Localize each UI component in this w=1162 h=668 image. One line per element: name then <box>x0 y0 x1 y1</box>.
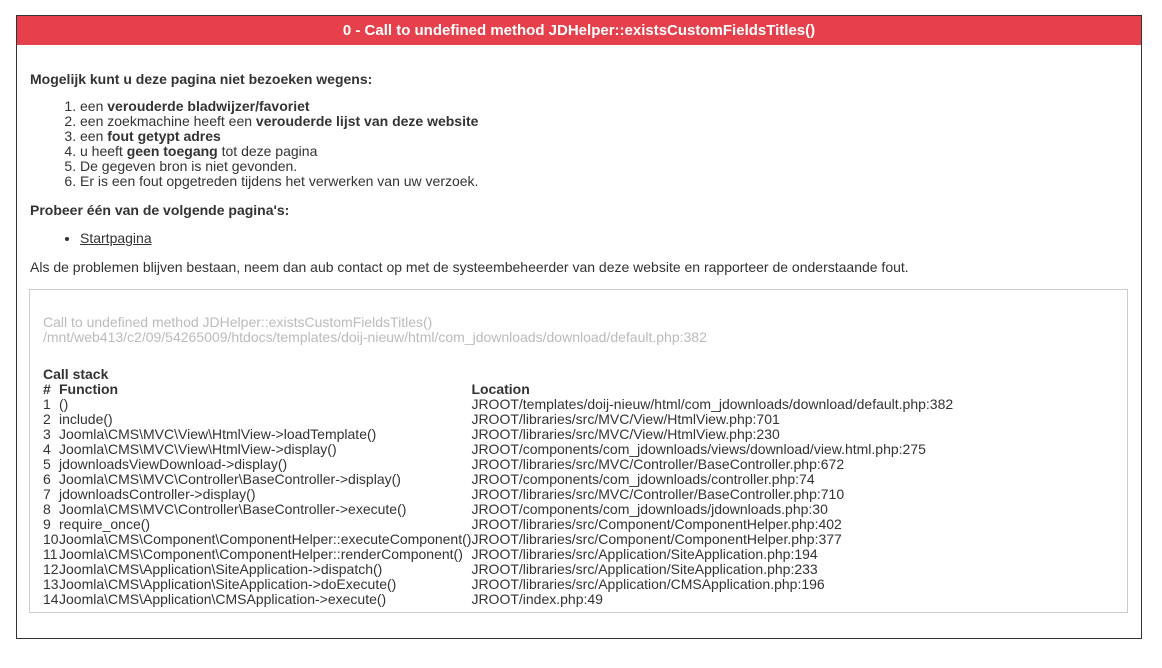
contact-text: Als de problemen blijven bestaan, neem dan aub contact op met de systeembeheerder van deze website en rapporteer de onderstaande fout. <box>30 259 909 275</box>
column-header-location: Location <box>471 381 530 397</box>
stack-frame-number: 5 <box>43 456 51 472</box>
reason-text: tot deze pagina <box>217 143 318 159</box>
table-row <box>43 427 953 442</box>
reason-item <box>80 159 1128 174</box>
reason-text: een zoekmachine heeft een <box>80 113 256 129</box>
stack-frame-function: Joomla\CMS\Component\ComponentHelper::executeComponent() <box>59 531 472 547</box>
stack-frame-location: JROOT/libraries/src/MVC/Controller/BaseController.php:710 <box>471 486 845 502</box>
stack-frame-function: () <box>59 396 69 412</box>
reason-emphasis: verouderde lijst van deze website <box>255 113 479 129</box>
call-stack-table <box>43 382 953 607</box>
reason-text: een <box>80 98 108 114</box>
reason-emphasis: fout getypt adres <box>107 128 221 144</box>
stack-frame-number: 6 <box>43 471 51 487</box>
error-content <box>17 70 1141 276</box>
reasons-list <box>30 99 1128 189</box>
table-row <box>43 442 953 457</box>
reason-text: u heeft <box>80 143 127 159</box>
reason-item <box>80 114 1128 129</box>
try-pages-label: Probeer één van de volgende pagina's: <box>30 202 290 218</box>
stack-frame-number: 13 <box>43 576 59 592</box>
stack-frame-location: JROOT/libraries/src/Application/SiteApplication.php:194 <box>471 546 818 562</box>
reason-text: De gegeven bron is niet gevonden. <box>80 158 298 174</box>
stack-frame-location: JROOT/libraries/src/Component/ComponentHelper.php:402 <box>471 516 842 532</box>
table-row <box>43 397 953 412</box>
table-row <box>43 487 953 502</box>
stack-frame-function: jdownloadsViewDownload->display() <box>59 456 288 472</box>
stack-frame-function: Joomla\CMS\Application\SiteApplication->dispatch() <box>59 561 383 577</box>
stack-frame-number: 7 <box>43 486 51 502</box>
stack-frame-location: JROOT/components/com_jdownloads/views/download/view.html.php:275 <box>471 441 926 457</box>
table-row <box>43 562 953 577</box>
call-stack-header-row <box>43 382 953 397</box>
error-file-path: /mnt/web413/c2/09/54265009/htdocs/templates/doij-nieuw/html/com_jdownloads/download/default.php:382 <box>43 329 707 345</box>
table-row <box>43 412 953 427</box>
stack-frame-location: JROOT/index.php:49 <box>471 591 603 607</box>
stack-frame-number: 11 <box>43 546 58 562</box>
table-row <box>43 457 953 472</box>
stack-frame-function: require_once() <box>59 516 151 532</box>
table-row <box>43 472 953 487</box>
stack-frame-number: 1 <box>43 396 51 412</box>
table-row <box>43 532 953 547</box>
error-box <box>16 15 1142 639</box>
column-header-function: Function <box>59 381 119 397</box>
column-header-number: # <box>43 381 51 397</box>
intro-text: Mogelijk kunt u deze pagina niet bezoeken wegens: <box>30 71 373 87</box>
stack-frame-location: JROOT/libraries/src/MVC/Controller/BaseController.php:672 <box>471 456 845 472</box>
stack-frame-function: Joomla\CMS\Application\CMSApplication->execute() <box>59 591 387 607</box>
stack-frame-number: 10 <box>43 531 59 547</box>
stack-frame-function: Joomla\CMS\Component\ComponentHelper::renderComponent() <box>59 546 463 562</box>
error-trace <box>29 289 1128 613</box>
stack-frame-location: JROOT/templates/doij-nieuw/html/com_jdownloads/download/default.php:382 <box>471 396 954 412</box>
stack-frame-location: JROOT/components/com_jdownloads/controller.php:74 <box>471 471 815 487</box>
table-row <box>43 547 953 562</box>
reason-item <box>80 129 1128 144</box>
error-title: 0 - Call to undefined method JDHelper::existsCustomFieldsTitles() <box>17 16 1141 45</box>
stack-frame-number: 14 <box>43 591 59 607</box>
stack-frame-function: jdownloadsController->display() <box>59 486 256 502</box>
links-list <box>30 230 1128 247</box>
stack-frame-function: Joomla\CMS\Application\SiteApplication->doExecute() <box>59 576 397 592</box>
stack-frame-function: Joomla\CMS\MVC\View\HtmlView->loadTemplate() <box>59 426 377 442</box>
reason-text: Er is een fout opgetreden tijdens het verwerken van uw verzoek. <box>80 173 479 189</box>
table-row <box>43 577 953 592</box>
stack-frame-number: 12 <box>43 561 59 577</box>
call-stack-body <box>43 397 953 607</box>
table-row <box>43 502 953 517</box>
stack-frame-function: Joomla\CMS\MVC\View\HtmlView->display() <box>59 441 337 457</box>
reason-item <box>80 99 1128 114</box>
stack-frame-number: 9 <box>43 516 51 532</box>
call-stack-title: Call stack <box>43 366 109 382</box>
link-item <box>80 230 1128 247</box>
reason-emphasis: verouderde bladwijzer/favoriet <box>107 98 310 114</box>
reason-item <box>80 144 1128 159</box>
table-row <box>43 517 953 532</box>
reason-item <box>80 174 1128 189</box>
stack-frame-location: JROOT/components/com_jdownloads/jdownloads.php:30 <box>471 501 828 517</box>
stack-frame-function: Joomla\CMS\MVC\Controller\BaseController->display() <box>59 471 401 487</box>
stack-frame-function: include() <box>59 411 113 427</box>
stack-frame-number: 3 <box>43 426 51 442</box>
stack-frame-location: JROOT/libraries/src/Application/CMSApplication.php:196 <box>471 576 825 592</box>
reason-emphasis: geen toegang <box>126 143 218 159</box>
home-link[interactable]: Startpagina <box>80 230 152 246</box>
stack-frame-location: JROOT/libraries/src/Application/SiteApplication.php:233 <box>471 561 818 577</box>
stack-frame-number: 2 <box>43 411 51 427</box>
error-message: Call to undefined method JDHelper::existsCustomFieldsTitles() <box>43 314 433 330</box>
stack-frame-location: JROOT/libraries/src/MVC/View/HtmlView.php:701 <box>471 411 780 427</box>
stack-frame-function: Joomla\CMS\MVC\Controller\BaseController->execute() <box>59 501 407 517</box>
reason-text: een <box>80 128 108 144</box>
stack-frame-location: JROOT/libraries/src/MVC/View/HtmlView.php:230 <box>471 426 780 442</box>
stack-frame-location: JROOT/libraries/src/Component/ComponentHelper.php:377 <box>471 531 842 547</box>
table-row <box>43 592 953 607</box>
stack-frame-number: 4 <box>43 441 51 457</box>
stack-frame-number: 8 <box>43 501 51 517</box>
